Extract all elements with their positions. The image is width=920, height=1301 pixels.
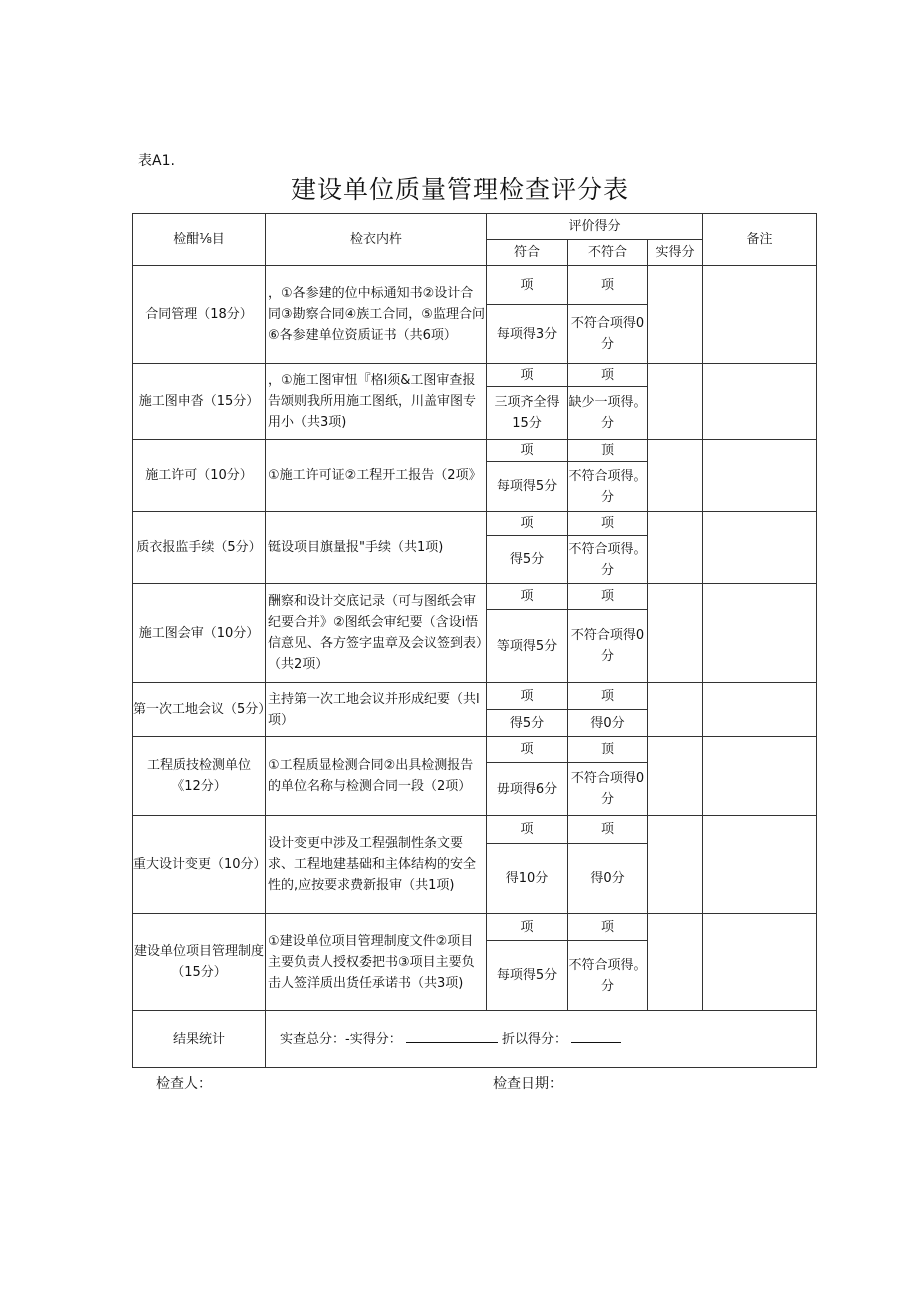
row-remark (703, 512, 817, 584)
row-nonconform-top: 顶 (568, 440, 648, 462)
row-content: 酬察和设计交底记录（可与图纸会审纪要合并》②图纸会审纪要（含设i悟信意见、各方签字盅章及会议签到表）（共2项） (266, 584, 487, 683)
document-title: 建设单位质量管理检查评分表 (290, 175, 629, 204)
table-row (133, 816, 817, 844)
row-nonconform-bottom: 不符合项得0分 (568, 610, 648, 683)
header-conform: 符合 (487, 240, 568, 266)
row-remark (703, 914, 817, 1011)
row-content: ①工程质显检测合同②出具检测报告的单位名称与检测合同一段（2项） (266, 737, 487, 816)
header-actual: 实得分 (648, 240, 703, 266)
row-nonconform-bottom: 得0分 (568, 844, 648, 914)
row-conform-bottom: 得5分 (487, 710, 568, 737)
row-conform-bottom: 每项得3分 (487, 305, 568, 364)
actual-score-blank[interactable] (406, 1030, 498, 1043)
row-conform-top: 项 (487, 683, 568, 710)
row-nonconform-top: 项 (568, 683, 648, 710)
row-nonconform-top: 项 (568, 512, 648, 536)
row-content: 设计变更中涉及工程强制性条文要求、工程地建基础和主体结构的安全性的,应按要求费新报审（共1项) (266, 816, 487, 914)
row-conform-bottom: 每项得5分 (487, 941, 568, 1011)
row-nonconform-top: 项 (568, 816, 648, 844)
row-item: 建设单位项目管理制度（15分） (133, 914, 266, 1011)
row-item: 质衣报监手续（5分） (133, 512, 266, 584)
row-content: ，①各参建的位中标通知书②设计合同③勘察合同④族工合同，⑤监理合问⑥各参建单位资质证书（共6项） (266, 266, 487, 364)
total-score-label: 实查总分： (280, 1031, 346, 1047)
row-nonconform-bottom: 不符合项得。分 (568, 462, 648, 512)
row-content: 主持第一次工地会议并形成纪要（共l项） (266, 683, 487, 737)
row-remark (703, 816, 817, 914)
converted-score-blank[interactable] (571, 1030, 621, 1043)
row-conform-top: 项 (487, 364, 568, 387)
row-conform-top: 项 (487, 584, 568, 610)
summary-row (133, 1011, 817, 1068)
row-item: 工程质技检测单位《12分） (133, 737, 266, 816)
table-row (133, 584, 817, 610)
row-actual-score (648, 683, 703, 737)
row-item: 第一次工地会议（5分） (133, 683, 266, 737)
row-conform-top: 项 (487, 266, 568, 305)
row-nonconform-top: 项 (568, 584, 648, 610)
header-nonconform: 不符合 (568, 240, 648, 266)
row-item: 重大设计变更（10分） (133, 816, 266, 914)
header-item: 检酣⅛目 (133, 214, 266, 266)
row-content: ①建设单位项目管理制度文件②项目主要负责人授权委把书③项目主要负击人签洋质出货任承诺书（共3项) (266, 914, 487, 1011)
row-content: 铤设项目旗量报"手续（共1项) (266, 512, 487, 584)
row-conform-top: 项 (487, 914, 568, 941)
row-nonconform-bottom: 缺少一项得。分 (568, 387, 648, 440)
row-conform-bottom: 毋项得6分 (487, 763, 568, 816)
row-remark (703, 683, 817, 737)
row-nonconform-top: 项 (568, 364, 648, 387)
table-row (133, 683, 817, 710)
row-conform-top: 项 (487, 512, 568, 536)
table-header-row (133, 214, 817, 240)
summary-label: 结果统计 (133, 1011, 266, 1068)
row-actual-score (648, 440, 703, 512)
row-actual-score (648, 512, 703, 584)
header-remark: 备注 (703, 214, 817, 266)
row-actual-score (648, 266, 703, 364)
row-conform-bottom: 三项齐全得15分 (487, 387, 568, 440)
table-row (133, 364, 817, 387)
row-conform-top: 项 (487, 816, 568, 844)
table-row (133, 914, 817, 941)
row-conform-bottom: 等项得5分 (487, 610, 568, 683)
row-item: 合同管理（18分） (133, 266, 266, 364)
row-content: ，①施工图审忸『格l须&工图审查报告颂则我所用施工图纸，川盖审图专用小（共3项) (266, 364, 487, 440)
table-number: 表A1. (138, 153, 175, 169)
row-conform-bottom: 得10分 (487, 844, 568, 914)
row-nonconform-top: 项 (568, 914, 648, 941)
row-conform-bottom: 得5分 (487, 536, 568, 584)
score-table (132, 213, 817, 1068)
row-conform-top: 项 (487, 440, 568, 462)
row-actual-score (648, 816, 703, 914)
row-actual-score (648, 914, 703, 1011)
row-item: 施工许可（10分） (133, 440, 266, 512)
row-content: ①施工许可证②工程开工报告（2项》 (266, 440, 487, 512)
row-nonconform-bottom: 不符合项得0分 (568, 305, 648, 364)
row-item: 施工图会审（10分） (133, 584, 266, 683)
table-row (133, 266, 817, 305)
row-actual-score (648, 737, 703, 816)
row-actual-score (648, 364, 703, 440)
row-nonconform-top: 顶 (568, 737, 648, 763)
row-nonconform-bottom: 不符合项得。分 (568, 536, 648, 584)
row-remark (703, 440, 817, 512)
row-nonconform-top: 项 (568, 266, 648, 305)
actual-score-label: -实得分： (345, 1031, 402, 1047)
table-row (133, 440, 817, 462)
row-remark (703, 266, 817, 364)
row-actual-score (648, 584, 703, 683)
table-row (133, 737, 817, 763)
header-score-group: 评价得分 (487, 214, 703, 240)
row-conform-top: 项 (487, 737, 568, 763)
inspector-label: 检查人： (156, 1076, 212, 1092)
row-remark (703, 364, 817, 440)
row-conform-bottom: 每项得5分 (487, 462, 568, 512)
row-item: 施工图申沓（15分） (133, 364, 266, 440)
inspection-date-label: 检查日期： (493, 1076, 563, 1092)
header-content: 检衣内杵 (266, 214, 487, 266)
table-row (133, 512, 817, 536)
row-remark (703, 737, 817, 816)
converted-score-label: 折以得分： (502, 1031, 568, 1047)
row-remark (703, 584, 817, 683)
row-nonconform-bottom: 得0分 (568, 710, 648, 737)
row-nonconform-bottom: 不符合项得。分 (568, 941, 648, 1011)
summary-fields (266, 1011, 817, 1068)
row-nonconform-bottom: 不符合项得0分 (568, 763, 648, 816)
